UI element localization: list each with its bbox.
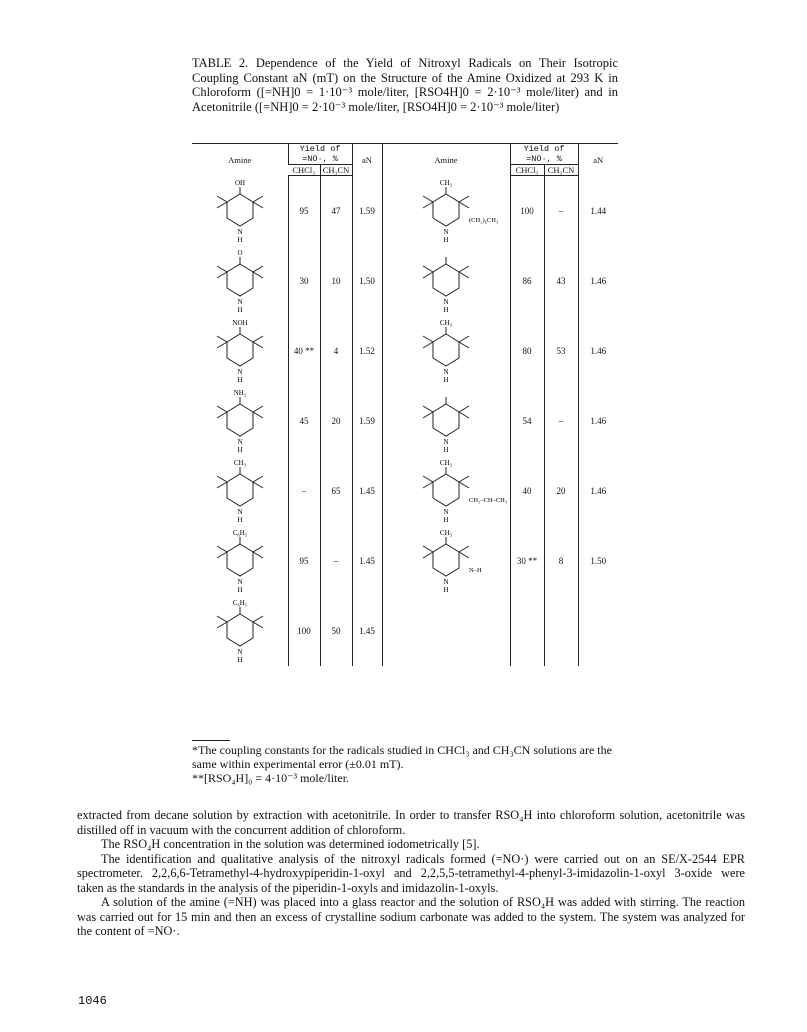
header-chcl3-right: CHCl₃ [510, 165, 544, 176]
svg-text:H: H [443, 515, 449, 524]
svg-text:H: H [443, 585, 449, 594]
header-an-left: aN [352, 144, 382, 176]
paragraph-4: A solution of the amine (=NH) was placed into a glass reactor and the solution of RSO₄H was added with stirring. The reaction was carried out for 15 min and then an excess of crystalline sodium carbonate was added to the system. The system was analyzed for the content of =NO·. [77, 895, 745, 938]
amine-structure-drawing [401, 318, 491, 384]
yield-chcl3: 100 [510, 176, 544, 246]
yield-ch3cn: 53 [544, 316, 578, 386]
table-row [192, 526, 618, 596]
footnote-rule [192, 740, 230, 741]
header-ch3cn-left: CH₃CN [320, 165, 352, 176]
svg-text:H: H [237, 655, 243, 664]
yield-chcl3: 30 [288, 246, 320, 316]
yield-ch3cn: 47 [320, 176, 352, 246]
caption-text: TABLE 2. Dependence of the Yield of Nitroxyl Radicals on Their Isotropic Coupling Constant aN (mT) on the Structure of the Amine Oxidized at 293 K in Chloroform ([=NH]0 = 1·10⁻³ mole/liter, [RSO4H]0 = 2·10⁻³ mole/liter) and in Acetonitrile ([=NH]0 = 2·10⁻³ mole/liter, [RSO4H]0 = 2·10⁻³ mole/liter) [192, 56, 618, 114]
structure-label: CH₃ [233, 458, 246, 467]
paragraph-2: The RSO₄H concentration in the solution was determined iodometrically [5]. [101, 837, 480, 851]
yield-ch3cn: – [320, 526, 352, 596]
svg-text:H: H [443, 235, 449, 244]
header-chcl3-left: CHCl₃ [288, 165, 320, 176]
svg-text:H: H [237, 235, 243, 244]
yield-chcl3: 100 [288, 596, 320, 666]
structure-label: NH₂ [233, 388, 247, 397]
yield-ch3cn: 4 [320, 316, 352, 386]
footnote-double-star: **[RSO₄H]₀ = 4·10⁻³ mole/liter. [192, 771, 350, 785]
yield-chcl3: 30 ** [510, 526, 544, 596]
structure-label: CH₃ [439, 318, 453, 327]
page-number: 1046 [78, 994, 107, 1008]
table-row [192, 176, 618, 246]
amine-structure-drawing [195, 248, 285, 314]
amine-structure-drawing [401, 178, 499, 244]
footnote-star: *The coupling constants for the radicals studied in CHCl₃ and CH₃CN solutions are the same within experimental error (±0.01 mT). [192, 743, 612, 771]
yield-chcl3: 45 [288, 386, 320, 456]
coupling-an: 1.44 [578, 176, 618, 246]
svg-text:H: H [237, 305, 243, 314]
structure-label: CH₃ [439, 178, 453, 187]
amine-structure-drawing [195, 458, 285, 524]
table-row [192, 596, 618, 666]
structure-label: CH₃ [439, 528, 453, 537]
yield-chcl3: 40 [510, 456, 544, 526]
coupling-an: 1.46 [578, 246, 618, 316]
coupling-an: 1.45 [352, 596, 382, 666]
svg-text:N: N [443, 437, 449, 446]
coupling-an: 1.46 [578, 456, 618, 526]
yield-ch3cn: 43 [544, 246, 578, 316]
svg-text:N: N [443, 577, 449, 586]
yield-chcl3: 54 [510, 386, 544, 456]
coupling-an: 1.45 [352, 456, 382, 526]
yield-ch3cn: – [544, 386, 578, 456]
yield-chcl3: 95 [288, 176, 320, 246]
amine-structure-drawing [401, 458, 508, 524]
svg-text:N: N [443, 227, 449, 236]
svg-text:H: H [237, 375, 243, 384]
yield-chcl3: 80 [510, 316, 544, 386]
coupling-an: 1.52 [352, 316, 382, 386]
coupling-an: 1.59 [352, 176, 382, 246]
structure-label: C₆H₅ [232, 598, 248, 607]
coupling-an: 1.46 [578, 386, 618, 456]
results-table [192, 143, 618, 666]
svg-text:N: N [237, 437, 243, 446]
svg-text:H: H [443, 375, 449, 384]
header-yield-right: Yield of =NO·, % [510, 144, 578, 165]
svg-text:H: H [237, 445, 243, 454]
svg-text:N: N [237, 367, 243, 376]
svg-text:H: H [237, 585, 243, 594]
paragraph-3: The identification and qualitative analysis of the nitroxyl radicals formed (=NO·) were carried out on an SE/X-2544 EPR spectrometer. 2,2,6,6-Tetramethyl-4-hydroxypiperidin-1-oxyl and 2,2,5,5-tetramethyl-4-phenyl-3-imidazolin-1-oxyl 3-oxide were taken as the standards in the analysis of the piperidin-1-oxyls and imidazolin-1-oxyls. [77, 851, 745, 895]
coupling-an: 1.59 [352, 386, 382, 456]
yield-chcl3: 86 [510, 246, 544, 316]
svg-text:N: N [443, 507, 449, 516]
svg-text:N: N [443, 297, 449, 306]
amine-structure-drawing [195, 528, 285, 594]
header-amine-right: Amine [382, 144, 510, 176]
coupling-an: 1.50 [578, 526, 618, 596]
svg-text:N: N [237, 227, 243, 236]
svg-text:H: H [237, 515, 243, 524]
amine-structure-drawing [401, 248, 491, 314]
table-row [192, 246, 618, 316]
body-text [77, 808, 745, 939]
yield-ch3cn: 50 [320, 596, 352, 666]
footnotes [192, 740, 618, 785]
yield-ch3cn: 65 [320, 456, 352, 526]
structure-label: OH [234, 178, 245, 187]
structure-side-label: (CH₂)₆CH₃ [469, 216, 499, 224]
coupling-an: 1.45 [352, 526, 382, 596]
svg-text:N: N [237, 577, 243, 586]
paragraph-1: extracted from decane solution by extraction with acetonitrile. In order to transfer RSO₄H into chloroform solution, acetonitrile was distilled off in vacuum with the concurrent addition of chloroform. [77, 808, 745, 837]
yield-ch3cn: 10 [320, 246, 352, 316]
structure-label: O [237, 248, 243, 257]
structure-label: NOH [232, 318, 248, 327]
svg-text:H: H [443, 305, 449, 314]
svg-text:H: H [443, 445, 449, 454]
coupling-an: 1.50 [352, 246, 382, 316]
svg-text:N: N [443, 367, 449, 376]
structure-side-label: N–H [469, 566, 482, 574]
amine-structure-drawing [195, 318, 285, 384]
header-yield-left: Yield of =NO·, % [288, 144, 352, 165]
svg-text:N: N [237, 507, 243, 516]
header-an-right: aN [578, 144, 618, 176]
amine-structure-drawing [401, 388, 491, 454]
yield-ch3cn: 20 [320, 386, 352, 456]
structure-side-label: CH₂–CH–CH₃ [469, 496, 508, 504]
amine-structure-drawing [401, 528, 491, 594]
svg-text:N: N [237, 647, 243, 656]
table-caption [192, 56, 618, 114]
yield-chcl3: 95 [288, 526, 320, 596]
amine-structure-drawing [195, 598, 285, 664]
yield-chcl3 [510, 596, 544, 666]
table-row [192, 456, 618, 526]
yield-ch3cn [544, 596, 578, 666]
table-row [192, 316, 618, 386]
structure-label: CH₃ [439, 458, 453, 467]
amine-structure-drawing [195, 388, 285, 454]
table-row [192, 386, 618, 456]
yield-ch3cn: – [544, 176, 578, 246]
table-body [192, 176, 618, 666]
coupling-an: 1.46 [578, 316, 618, 386]
yield-chcl3: 40 ** [288, 316, 320, 386]
svg-text:N: N [237, 297, 243, 306]
yield-ch3cn: 8 [544, 526, 578, 596]
structure-label: C₆H₅ [232, 528, 248, 537]
coupling-an [578, 596, 618, 666]
header-amine-left: Amine [228, 154, 252, 165]
amine-structure-drawing [195, 178, 285, 244]
yield-ch3cn: 20 [544, 456, 578, 526]
header-ch3cn-right: CH₃CN [544, 165, 578, 176]
yield-chcl3: – [288, 456, 320, 526]
